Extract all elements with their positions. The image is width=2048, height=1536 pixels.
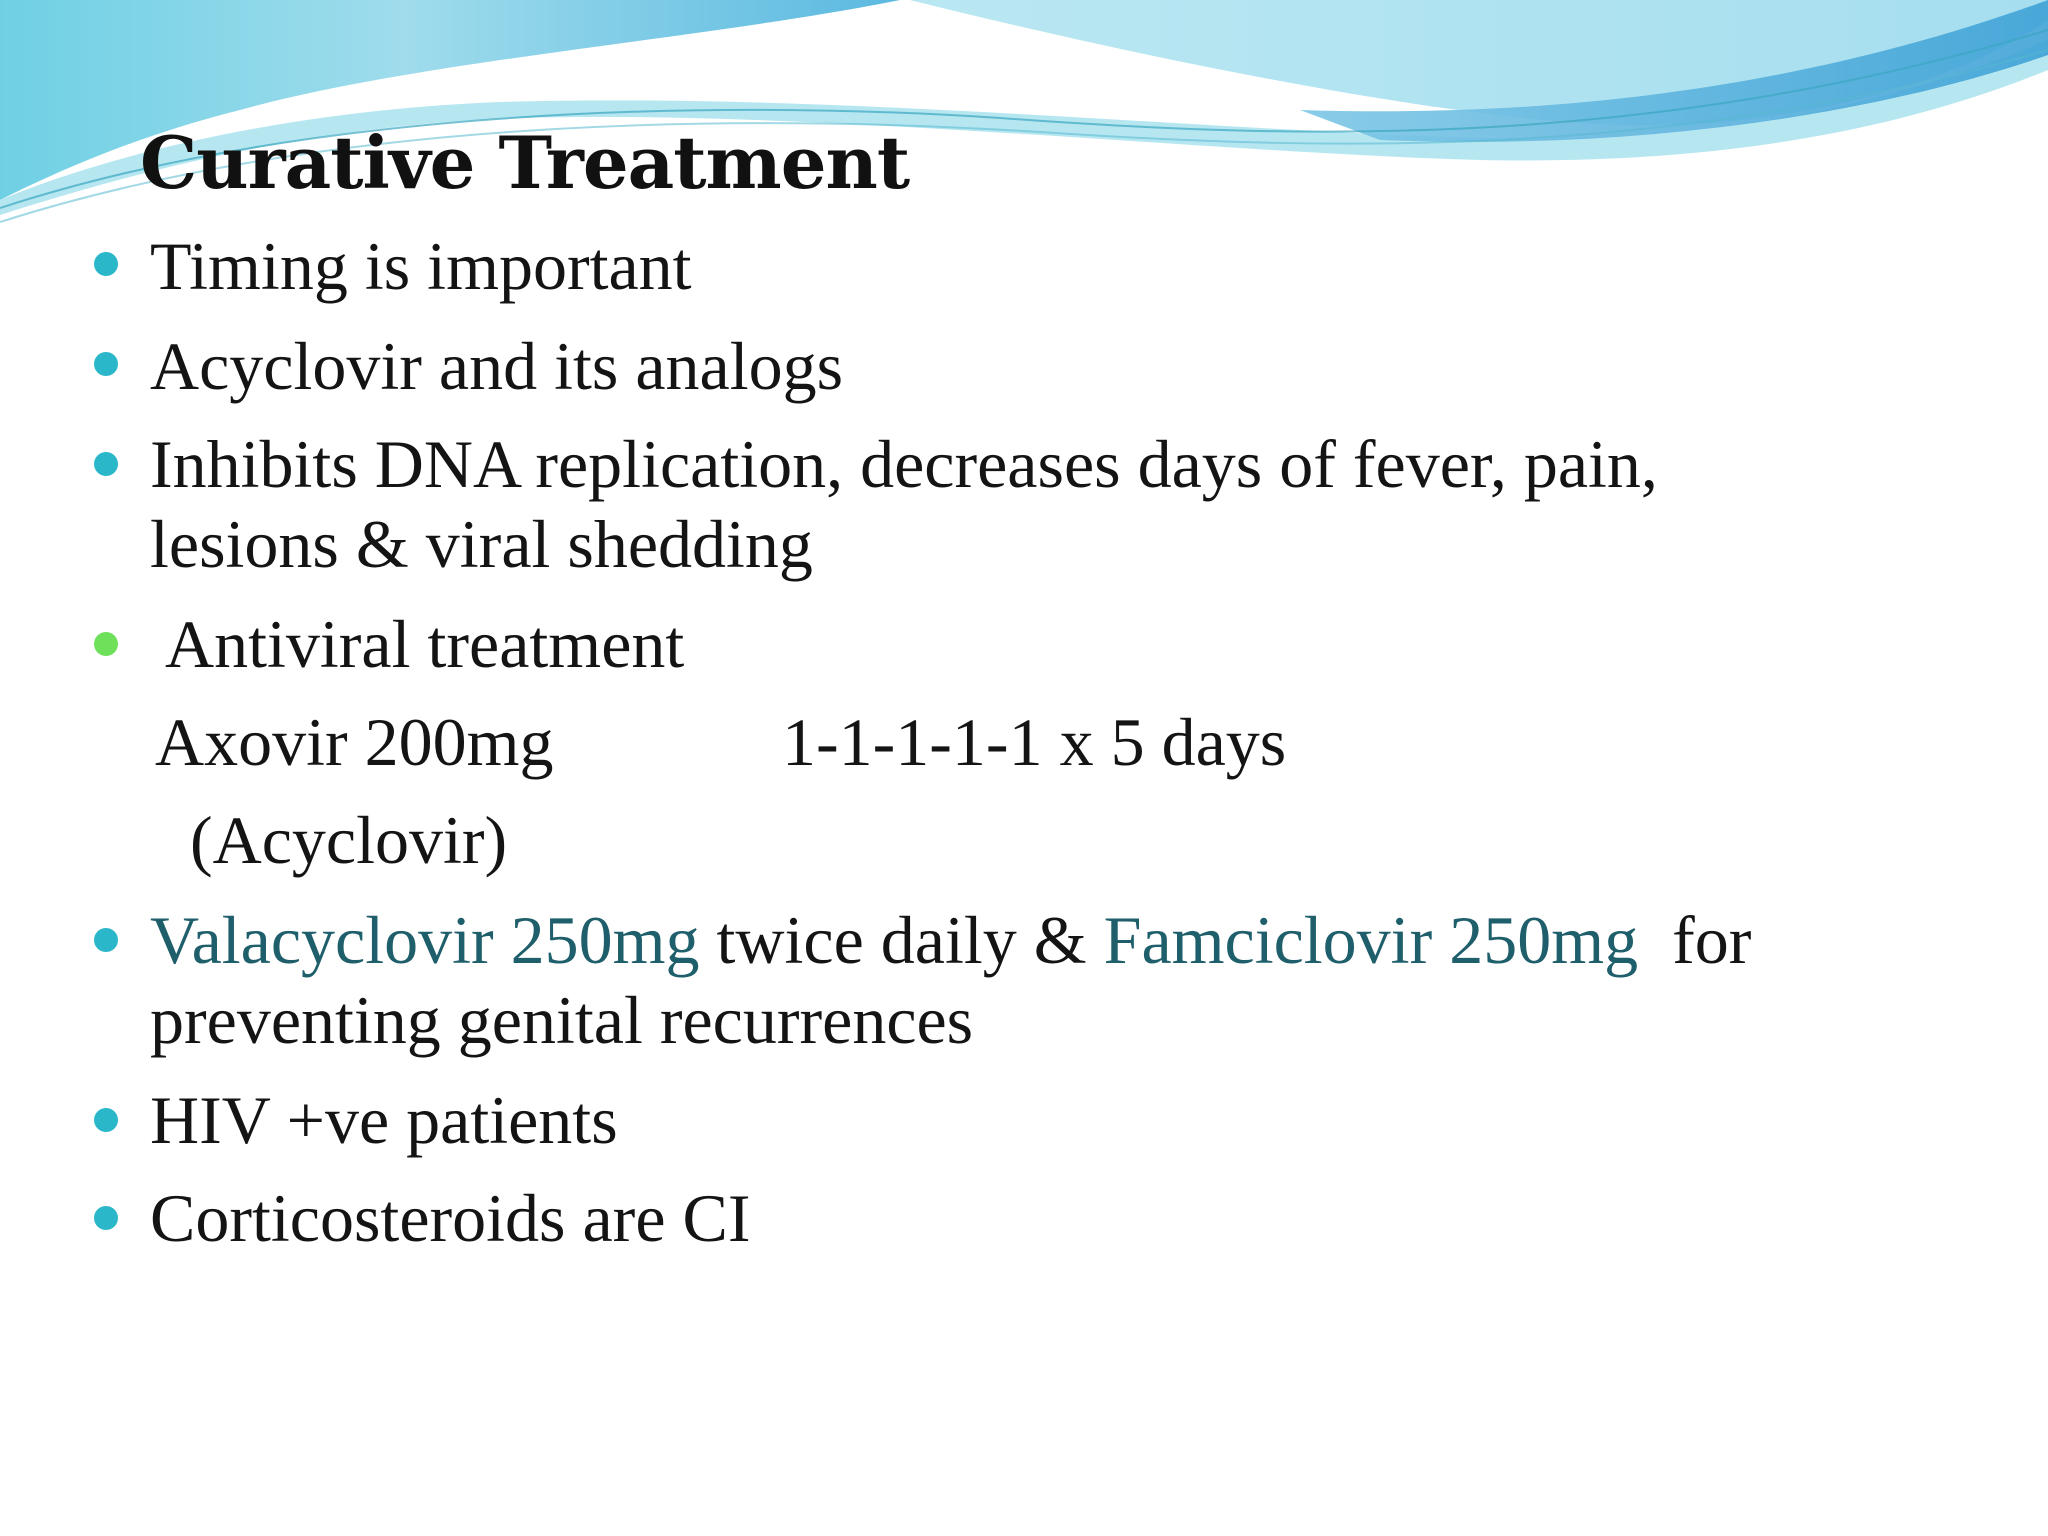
drug-valacyclovir: Valacyclovir 250mg [150, 902, 700, 978]
bullet-inhibits-line2: lesions & viral shedding [150, 506, 813, 582]
bullet-corticosteroids: Corticosteroids are CI [150, 1180, 751, 1256]
bullet-timing: Timing is important [150, 228, 692, 304]
bullet-valacyclovir-line1 [150, 900, 1751, 980]
slide-title: Curative Treatment [140, 120, 910, 205]
dose-drug: Axovir 200mg [155, 704, 554, 780]
dose-generic: (Acyclovir) [190, 802, 508, 878]
bullet-dot-icon [94, 928, 118, 952]
text-for: for [1638, 902, 1752, 978]
text-twice-daily: twice daily & [699, 902, 1104, 978]
bullet-hiv: HIV +ve patients [150, 1082, 618, 1158]
bullet-dot-icon [94, 252, 118, 276]
bullet-dot-icon [94, 452, 118, 476]
bullet-dot-icon [94, 1206, 118, 1230]
bullet-antiviral: Antiviral treatment [165, 606, 685, 682]
bullet-acyclovir: Acyclovir and its analogs [150, 328, 844, 404]
drug-famciclovir: Famciclovir 250mg [1103, 902, 1639, 978]
bullet-inhibits-line1: Inhibits DNA replication, decreases days of fever, pain, [150, 426, 1658, 502]
bullet-valacyclovir-line2: preventing genital recurrences [150, 982, 974, 1058]
dose-schedule: 1-1-1-1-1 x 5 days [782, 704, 1287, 780]
bullet-dot-icon [94, 352, 118, 376]
bullet-dot-icon [94, 1108, 118, 1132]
bullet-dot-green-icon [94, 632, 118, 656]
